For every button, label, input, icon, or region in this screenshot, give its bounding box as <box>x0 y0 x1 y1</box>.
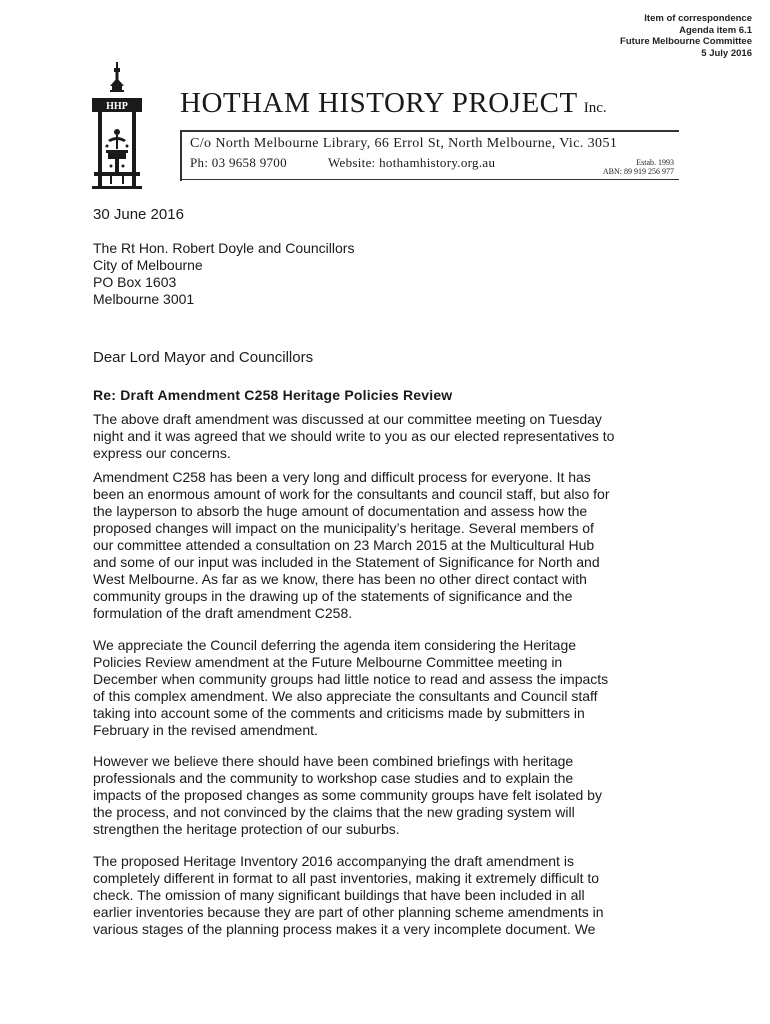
letterhead-rule-top <box>180 130 679 132</box>
paragraph-line: various stages of the planning process makes it a very incomplete document. We <box>93 921 596 937</box>
addressee-line: City of Melbourne <box>93 257 203 273</box>
paragraph-line: Policies Review amendment at the Future Melbourne Committee meeting in <box>93 654 563 670</box>
paragraph-line: completely different in format to all past inventories, making it extremely difficult to <box>93 870 600 886</box>
paragraph-line: community groups in the drawing up of the statements of significance and the <box>93 588 573 604</box>
organisation-phone: Ph: 03 9658 9700 <box>190 155 287 170</box>
paragraph-line: December when community groups had little notice to read and assess the impacts <box>93 671 609 687</box>
addressee-line: The Rt Hon. Robert Doyle and Councillors <box>93 240 355 256</box>
letterhead-rule-left <box>180 130 182 181</box>
paragraph-line: The above draft amendment was discussed at our committee meeting on Tuesday <box>93 411 602 427</box>
paragraph-line: February in the revised amendment. <box>93 722 318 738</box>
organisation-address: C/o North Melbourne Library, 66 Errol St, North Melbourne, Vic. 3051 <box>190 136 618 151</box>
paragraph-line: professionals and the community to workshop case studies and to explain the <box>93 770 574 786</box>
agenda-item-label: Agenda item 6.1 <box>679 24 752 36</box>
correspondence-stamp <box>620 13 752 59</box>
paragraph-line: our committee attended a consultation on 23 March 2015 at the Multicultural Hub <box>93 537 595 553</box>
meeting-date-label: 5 July 2016 <box>701 47 752 59</box>
paragraph-line: the layperson to absorb the huge amount of documentation and assess how the <box>93 503 588 519</box>
paragraph <box>93 753 713 838</box>
paragraph-line: strengthen the heritage protection of our suburbs. <box>93 821 400 837</box>
abn-number: ABN: 89 919 256 977 <box>602 167 674 176</box>
paragraph-line: been an enormous amount of work for the consultants and council staff, but also for <box>93 486 610 502</box>
subject-line: Re: Draft Amendment C258 Heritage Policies Review <box>93 387 453 403</box>
letter-date: 30 June 2016 <box>93 206 184 223</box>
paragraph-line: West Melbourne. As far as we know, there has been no other direct contact with <box>93 571 587 587</box>
paragraph-line: of this complex amendment. We also appreciate the consultants and Council staff <box>93 688 598 704</box>
paragraph-line: check. The omission of many significant buildings that have been included in all <box>93 887 585 903</box>
organisation-name <box>180 86 607 125</box>
established-year: Estab. 1993 <box>636 158 674 167</box>
paragraph-line: The proposed Heritage Inventory 2016 accompanying the draft amendment is <box>93 853 574 869</box>
correspondence-label: Item of correspondence <box>644 13 752 24</box>
organisation-suffix: Inc. <box>583 100 607 116</box>
paragraph-line: However we believe there should have been combined briefings with heritage <box>93 753 574 769</box>
paragraph <box>93 411 713 462</box>
salutation: Dear Lord Mayor and Councillors <box>93 349 314 366</box>
paragraph <box>93 637 713 739</box>
paragraph-line: Amendment C258 has been a very long and difficult process for everyone. It has <box>93 469 591 485</box>
paragraph-line: the process, and not convinced by the claims that the new grading system will <box>93 804 575 820</box>
logo-initials: HHP <box>106 101 128 112</box>
letterhead-rule-bottom <box>180 179 679 180</box>
paragraph-line: formulation of the draft amendment C258. <box>93 605 353 621</box>
hhp-fountain-logo <box>88 62 146 190</box>
addressee-line: Melbourne 3001 <box>93 291 195 307</box>
organisation-website: Website: hothamhistory.org.au <box>328 155 496 170</box>
paragraph-line: proposed changes will impact on the municipality’s heritage. Several members of <box>93 520 594 536</box>
paragraph <box>93 469 713 622</box>
paragraph-line: night and it was agreed that we should write to you as our elected representatives to <box>93 428 615 444</box>
paragraph-line: earlier inventories because they are part of other planning scheme amendments in <box>93 904 604 920</box>
addressee-line: PO Box 1603 <box>93 274 177 290</box>
organisation-name-text: HOTHAM HISTORY PROJECT <box>180 87 578 119</box>
paragraph <box>93 853 713 938</box>
paragraph-line: impacts of the proposed changes as some community groups have felt isolated by <box>93 787 602 803</box>
paragraph-line: express our concerns. <box>93 445 231 461</box>
paragraph-line: We appreciate the Council deferring the agenda item considering the Heritage <box>93 637 577 653</box>
paragraph-line: and some of our input was included in the Statement of Significance for North and <box>93 554 600 570</box>
paragraph-line: taking into account some of the comments and criticisms made by submitters in <box>93 705 585 721</box>
committee-label: Future Melbourne Committee <box>620 36 752 47</box>
addressee-block <box>93 240 354 308</box>
